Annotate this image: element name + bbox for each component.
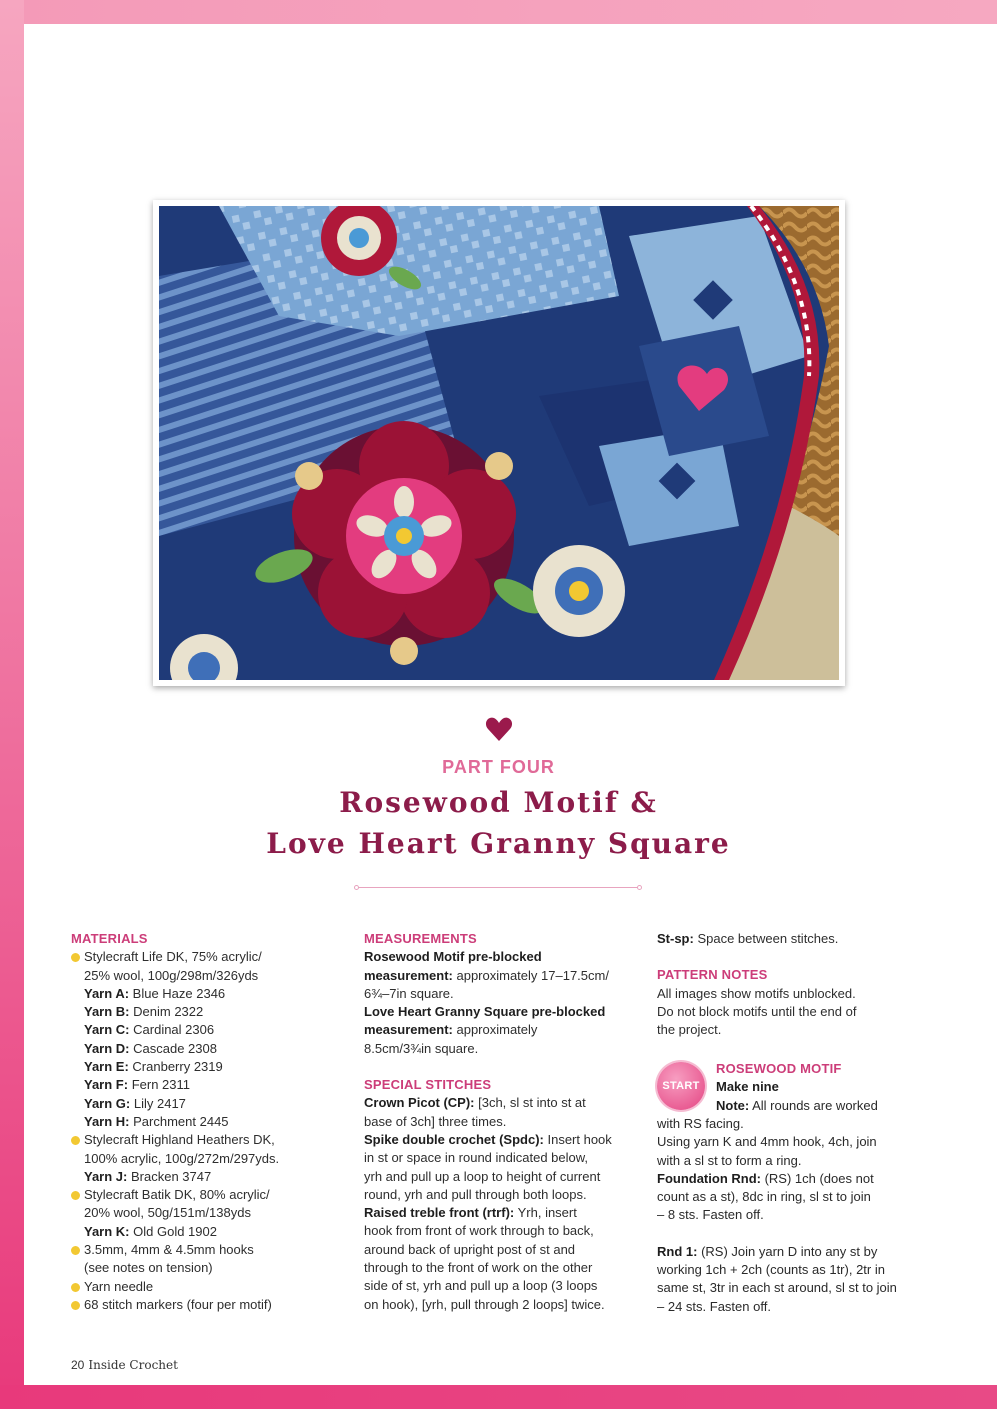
- materials-item: [71, 948, 341, 985]
- stitch-line: hook from front of work through to back,: [364, 1223, 594, 1239]
- materials-item: [71, 1131, 341, 1168]
- materials-item-text: Stylecraft Highland Heathers DK,: [84, 1132, 275, 1148]
- instruction-line: – 24 sts. Fasten off.: [657, 1298, 771, 1314]
- materials-item: 68 stitch markers (four per motif): [71, 1296, 341, 1314]
- yarn-line: Yarn F: Fern 2311: [84, 1077, 190, 1093]
- title-divider: [356, 887, 640, 888]
- measurement-line: 6¾–7in square.: [364, 985, 454, 1001]
- heart-icon: [485, 715, 513, 743]
- yarn-line: Yarn A: Blue Haze 2346: [84, 985, 226, 1001]
- blanket-photo: [153, 200, 845, 686]
- instruction-line: with a sl st to form a ring.: [657, 1152, 802, 1168]
- pattern-note-line: the project.: [657, 1022, 722, 1038]
- start-badge: START: [657, 1062, 705, 1110]
- stitch-line: yrh and pull up a loop to height of current: [364, 1168, 601, 1184]
- part-label: PART FOUR: [442, 757, 555, 777]
- materials-column: [71, 930, 341, 1314]
- stitch-line: Spike double crochet (Spdc): Insert hook: [364, 1131, 612, 1147]
- stitch-line: round, yrh and pull through both loops.: [364, 1186, 587, 1202]
- measurement-line: Rosewood Motif pre-blocked: [364, 949, 542, 965]
- instruction-line: working 1ch + 2ch (counts as 1tr), 2tr in: [657, 1262, 885, 1278]
- materials-item-text: 25% wool, 100g/298m/326yds: [84, 967, 259, 983]
- rosewood-note: Note: All rounds are worked: [716, 1097, 878, 1113]
- page-number: 20: [71, 1358, 85, 1372]
- pattern-note-line: All images show motifs unblocked.: [657, 985, 856, 1001]
- yarn-list: [71, 985, 341, 1131]
- materials-item: [71, 1241, 341, 1278]
- materials-item-text: Stylecraft Life DK, 75% acrylic/: [84, 949, 262, 965]
- divider-dot-left: [354, 885, 359, 890]
- make-count: Make nine: [716, 1079, 779, 1095]
- divider-dot-right: [637, 885, 642, 890]
- materials-item-text: Stylecraft Batik DK, 80% acrylic/: [84, 1187, 270, 1203]
- yarn-line: Yarn B: Denim 2322: [84, 1004, 204, 1020]
- page-footer: [71, 1358, 178, 1372]
- rosewood-instructions: [657, 1115, 922, 1316]
- rosewood-heading: ROSEWOOD MOTIF: [716, 1061, 842, 1076]
- materials-item-text: 100% acrylic, 100g/272m/297yds.: [84, 1150, 280, 1166]
- stitch-line: through to the front of work on the other: [364, 1260, 593, 1276]
- stsp-line: St-sp: Space between stitches.: [657, 931, 839, 946]
- measurement-line: Love Heart Granny Square pre-blocked: [364, 1004, 606, 1020]
- pattern-note-line: Do not block motifs until the end of: [657, 1003, 857, 1019]
- page-frame-bottom: [0, 1385, 997, 1409]
- instruction-line: Foundation Rnd: (RS) 1ch (does not: [657, 1170, 874, 1186]
- special-stitches-heading: SPECIAL STITCHES: [364, 1077, 492, 1093]
- materials-item-text: (see notes on tension): [84, 1260, 213, 1276]
- page-frame-top: [0, 0, 997, 24]
- stitch-line: Crown Picot (CP): [3ch, sl st into st at: [364, 1095, 586, 1111]
- stitch-line: on hook), [yrh, pull through 2 loops] twice.: [364, 1296, 605, 1312]
- stitch-line: Raised treble front (rtrf): Yrh, insert: [364, 1205, 577, 1221]
- stitch-line: side of st, yrh and pull up a loop (3 loops: [364, 1278, 598, 1294]
- yarn-line: Yarn J: Bracken 3747: [84, 1168, 212, 1184]
- notes-column: [657, 930, 922, 1039]
- materials-item-text: 20% wool, 50g/151m/138yds: [84, 1205, 251, 1221]
- instruction-line: – 8 sts. Fasten off.: [657, 1207, 764, 1223]
- instruction-line: with RS facing.: [657, 1116, 744, 1131]
- instruction-line: count as a st), 8dc in ring, sl st to join: [657, 1189, 871, 1205]
- yarn-line: Yarn C: Cardinal 2306: [84, 1022, 215, 1038]
- page-title-line-1: Rosewood Motif &: [339, 786, 658, 819]
- magazine-name: Inside Crochet: [88, 1358, 178, 1372]
- rosewood-header: [716, 1060, 926, 1115]
- stitch-line: around back of upright post of st and: [364, 1241, 576, 1257]
- crochet-blanket-photo-icon: [159, 206, 839, 680]
- measurement-line: measurement: approximately 17–17.5cm/: [364, 967, 609, 983]
- yarn-line: Yarn K: Old Gold 1902: [84, 1223, 217, 1239]
- yarn-line: Yarn H: Parchment 2445: [84, 1113, 229, 1129]
- stitch-line: base of 3ch] three times.: [364, 1113, 507, 1129]
- page-title-line-2: Love Heart Granny Square: [266, 827, 731, 860]
- materials-heading: MATERIALS: [71, 931, 148, 946]
- yarn-line: Yarn E: Cranberry 2319: [84, 1059, 223, 1075]
- page-frame-left: [0, 0, 24, 1409]
- instruction-line: Using yarn K and 4mm hook, 4ch, join: [657, 1134, 877, 1150]
- stitch-line: in st or space in round indicated below,: [364, 1150, 589, 1166]
- measurement-line: measurement: approximately: [364, 1022, 538, 1038]
- measurements-column: [364, 930, 644, 1314]
- measurements-heading: MEASUREMENTS: [364, 931, 477, 946]
- instruction-line: same st, 3tr in each st around, sl st to join: [657, 1280, 897, 1296]
- instruction-line: Rnd 1: (RS) Join yarn D into any st by: [657, 1243, 878, 1259]
- materials-item: [71, 1186, 341, 1223]
- yarn-line: Yarn D: Cascade 2308: [84, 1040, 217, 1056]
- measurement-line: 8.5cm/3¾in square.: [364, 1040, 479, 1056]
- materials-item: Yarn needle: [71, 1278, 341, 1296]
- materials-item-text: 3.5mm, 4mm & 4.5mm hooks: [84, 1242, 254, 1258]
- pattern-notes-heading: PATTERN NOTES: [657, 967, 768, 983]
- yarn-line: Yarn G: Lily 2417: [84, 1095, 186, 1111]
